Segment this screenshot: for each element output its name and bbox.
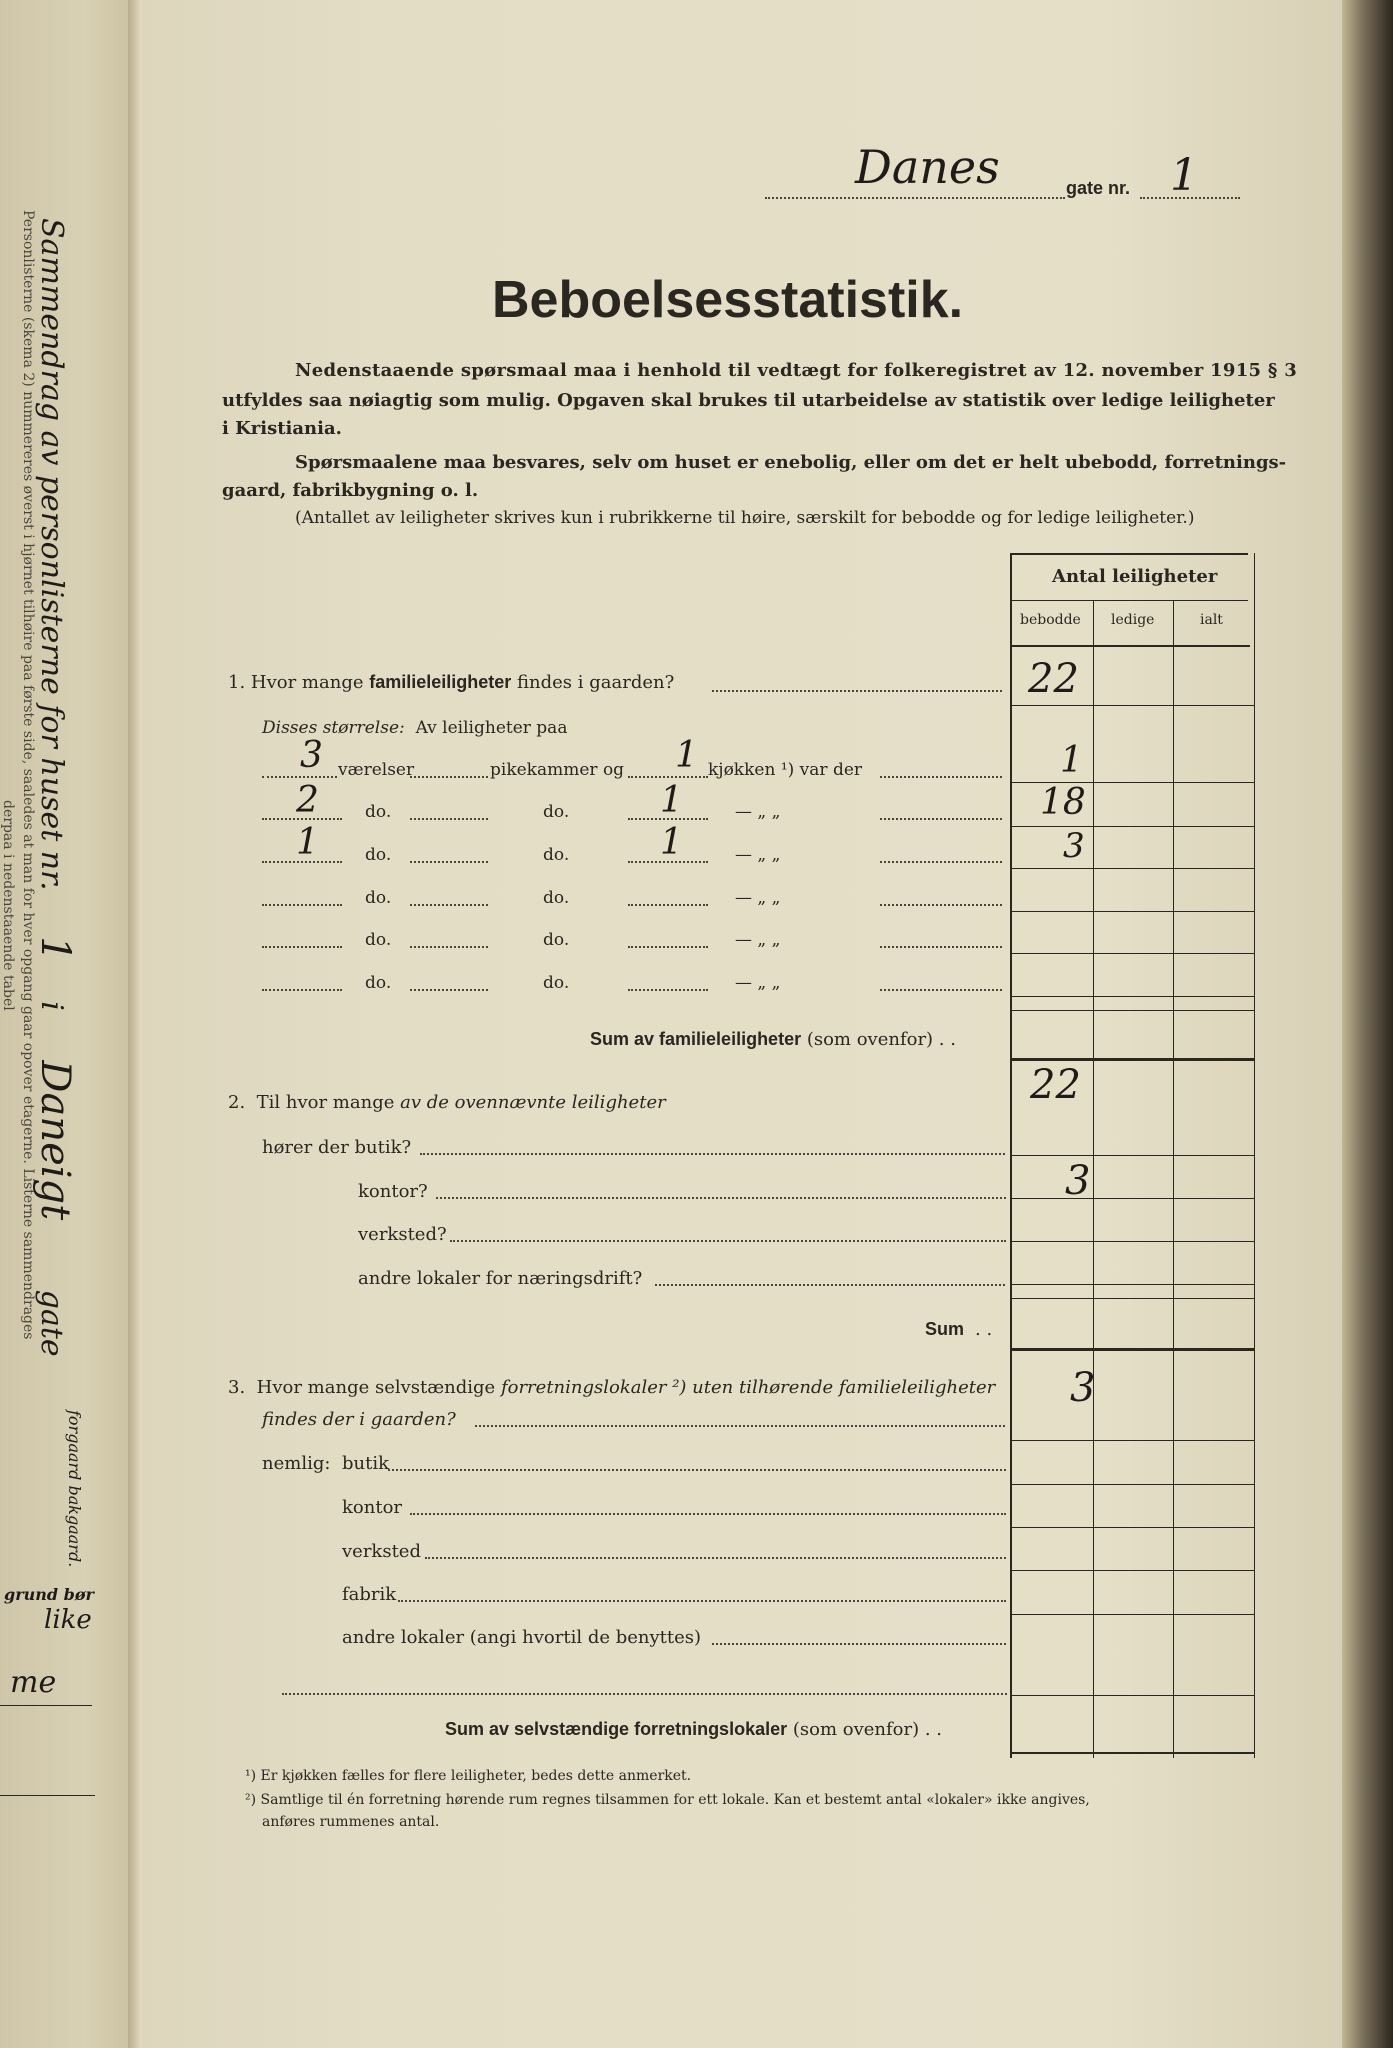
- row-rule: [1012, 1614, 1254, 1615]
- footnote-2-cont: anføres rummenes antal.: [262, 1814, 440, 1830]
- house-nr-hand: 1: [32, 936, 78, 962]
- row1-rooms-line: [262, 776, 337, 778]
- row5-leader: [880, 946, 1002, 948]
- q1-answer: 22: [1028, 656, 1079, 702]
- row2-word1: do.: [365, 802, 392, 822]
- row4-word3: — „ „: [735, 888, 781, 908]
- q3-separator: [282, 1693, 1007, 1695]
- street-hand: Daneigt: [32, 1060, 78, 1221]
- street-name-hand: Danes: [855, 140, 1000, 194]
- q3-verksted: verksted: [342, 1541, 421, 1562]
- row6-leader: [880, 989, 1002, 991]
- row-rule: [1012, 826, 1254, 827]
- row6-word3: — „ „: [735, 973, 781, 993]
- row5-word1: do.: [365, 930, 392, 950]
- like-hand: like: [44, 1605, 92, 1635]
- footnote-2: ²) Samtlige til én forretning hørende rum regnes tilsammen for ett lokale. Kan et bestemt antal «lokaler» ikke angives,: [245, 1792, 1090, 1808]
- row3-count: 3: [1063, 826, 1085, 866]
- q2-butik-value: 22: [1030, 1062, 1081, 1108]
- q3-leader: [475, 1425, 1005, 1427]
- sum2-rule: [1012, 1348, 1254, 1351]
- intro-line-2: utfyldes saa nøiagtig som mulig. Opgaven skal brukes til utarbeidelse av statistik over ledige leiligheter: [222, 390, 1275, 411]
- row-rule: [1012, 705, 1254, 706]
- q3-butik-leader: [388, 1469, 1006, 1471]
- q2-verksted: verksted?: [358, 1224, 447, 1245]
- row4-word2: do.: [543, 888, 570, 908]
- q3-butik: butik: [342, 1453, 390, 1474]
- row3-word1: do.: [365, 845, 392, 865]
- row5-k-line: [628, 946, 708, 948]
- q2-butik: hører der butik?: [262, 1137, 412, 1158]
- row5-word2: do.: [543, 930, 570, 950]
- q2-sum: Sum: [925, 1319, 965, 1339]
- row1-word1: værelser: [338, 760, 415, 780]
- row-rule: [1012, 868, 1254, 869]
- q2-andre-leader: [655, 1284, 1005, 1286]
- row2-leader: [880, 818, 1002, 820]
- row2-rooms: 2: [296, 780, 319, 821]
- row-rule: [1012, 1484, 1254, 1485]
- row2-count: 18: [1040, 782, 1086, 823]
- row-rule: [1012, 911, 1254, 912]
- row-rule: [1012, 1298, 1254, 1299]
- row2-rooms-line: [262, 818, 342, 820]
- row3-kitchen: 1: [660, 822, 683, 863]
- me-hand: me: [10, 1665, 57, 1700]
- row-rule: [1012, 1241, 1254, 1242]
- row-rule: [1012, 1527, 1254, 1528]
- table-top-rule: [1010, 553, 1248, 555]
- col-line-4: [1254, 553, 1255, 1758]
- q2-kontor-leader: [436, 1197, 1006, 1199]
- street-line: [765, 197, 1065, 199]
- row5-word3: — „ „: [735, 930, 781, 950]
- col-line-3: [1173, 601, 1174, 1758]
- q3-andre: andre lokaler (angi hvortil de benyttes): [342, 1627, 702, 1648]
- q1-sum: Sum av familieleiligheter (som ovenfor) . .: [590, 1029, 956, 1050]
- side-instructions-2: derpaa i nedenstaaende tabel: [0, 800, 16, 1011]
- q2-andre: andre lokaler for næringsdrift?: [358, 1268, 643, 1289]
- row1-mid-line: [410, 776, 488, 778]
- flap-edge: [128, 0, 142, 2048]
- row-rule: [1012, 1570, 1254, 1571]
- q3-kontor: kontor: [342, 1497, 403, 1518]
- row1-rooms: 3: [300, 735, 323, 776]
- row1-k-line: [628, 776, 708, 778]
- col-line-2: [1093, 601, 1094, 1758]
- summary-title: Sammendrag av personlisterne for huset nr. 1 i Daneigt gate: [32, 218, 78, 1357]
- row1-word3: kjøkken ¹) var der: [708, 760, 863, 780]
- side-rule: [0, 1705, 92, 1706]
- col-ledige: ledige: [1111, 612, 1155, 628]
- row4-leader: [880, 904, 1002, 906]
- row2-kitchen: 1: [660, 780, 683, 821]
- col-ialt: ialt: [1200, 612, 1223, 628]
- q3-fabrik-leader: [398, 1600, 1006, 1602]
- row-rule: [1012, 1198, 1254, 1199]
- q1-sub-label: Disses størrelse: Av leiligheter paa: [262, 718, 568, 738]
- row3-word2: do.: [543, 845, 570, 865]
- q2-kontor-value: 3: [1065, 1158, 1091, 1204]
- grund-bor: grund bør: [4, 1585, 94, 1604]
- row6-mid-line: [410, 989, 488, 991]
- row-rule: [1012, 1440, 1254, 1441]
- row3-mid-line: [410, 861, 488, 863]
- q3-text-2: findes der i gaarden?: [262, 1409, 456, 1430]
- row2-k-line: [628, 818, 708, 820]
- row1-leader: [880, 776, 1002, 778]
- left-flap: [0, 0, 140, 2048]
- row3-rooms-line: [262, 861, 342, 863]
- row-rule: [1012, 1284, 1254, 1285]
- row-rule: [1012, 953, 1254, 954]
- sum1-rule: [1012, 1058, 1254, 1061]
- q2-verksted-leader: [450, 1240, 1006, 1242]
- q2-text: 2. Til hvor mange av de ovennævnte leiligheter: [228, 1092, 666, 1113]
- footnote-1: ¹) Er kjøkken fælles for flere leiligheter, bedes dette anmerket.: [245, 1768, 692, 1784]
- row4-mid-line: [410, 904, 488, 906]
- table-head-title: Antal leiligheter: [1052, 566, 1218, 587]
- intro-line-3: i Kristiania.: [222, 418, 342, 439]
- table-head-rule: [1012, 600, 1248, 601]
- row-rule: [1012, 1695, 1254, 1696]
- q3-text: 3. Hvor mange selvstændige forretningslokaler ²) uten tilhørende familieleiligheter: [228, 1377, 996, 1398]
- intro-line-4: Spørsmaalene maa besvares, selv om huset er enebolig, eller om det er helt ubebodd, forretnings-: [295, 452, 1287, 473]
- q3-verksted-leader: [425, 1557, 1006, 1559]
- gate-nr-hand: 1: [1170, 150, 1198, 201]
- row2-mid-line: [410, 818, 488, 820]
- side-instructions: Personlisterne (skema 2) nummereres øverst i hjørnet tilhøire paa første side, saaledes at man for hver opgang gaar opover etagerne. Listerne sammendrages: [20, 210, 36, 1340]
- nr-line: [1140, 197, 1240, 199]
- q2-sum-dots: . .: [975, 1319, 993, 1340]
- q3-andre-leader: [712, 1643, 1006, 1645]
- row5-rooms-line: [262, 946, 342, 948]
- row1-count: 1: [1060, 740, 1083, 781]
- col-bebodde: bebodde: [1020, 612, 1081, 628]
- forgaard-bakgaard: forgaard bakgaard.: [65, 1410, 84, 1568]
- intro-line-5: gaard, fabrikbygning o. l.: [222, 480, 479, 501]
- row3-k-line: [628, 861, 708, 863]
- row6-rooms-line: [262, 989, 342, 991]
- row-rule: [1012, 996, 1254, 997]
- q3-kontor-leader: [410, 1513, 1006, 1515]
- row6-word2: do.: [543, 973, 570, 993]
- intro-line-1: Nedenstaaende spørsmaal maa i henhold til vedtægt for folkeregistret av 12. november 1915 § 3: [295, 360, 1298, 381]
- page-right-edge: [1342, 0, 1393, 2048]
- row-rule: [1012, 1155, 1254, 1156]
- page-title: Beboelsesstatistik.: [492, 271, 964, 329]
- table-bottom-rule: [1012, 1752, 1254, 1754]
- q3-sum: Sum av selvstændige forretningslokaler (som ovenfor) . .: [445, 1719, 942, 1740]
- row3-word3: — „ „: [735, 845, 781, 865]
- intro-line-6: (Antallet av leiligheter skrives kun i rubrikkerne til høire, særskilt for bebodde og for ledige leiligheter.): [295, 508, 1195, 528]
- table-head-bottom: [1012, 645, 1250, 647]
- q1-leader: [712, 690, 1002, 692]
- row3-rooms: 1: [296, 822, 319, 863]
- row5-mid-line: [410, 946, 488, 948]
- q1-text: 1. Hvor mange familieleiligheter findes i gaarden?: [228, 672, 675, 693]
- gate-nr-label: gate nr.: [1066, 178, 1131, 198]
- q3-answer: 3: [1070, 1365, 1096, 1411]
- row2-word3: — „ „: [735, 802, 781, 822]
- q2-kontor: kontor?: [358, 1181, 428, 1202]
- row2-word2: do.: [543, 802, 570, 822]
- q2-butik-leader: [420, 1153, 1005, 1155]
- side-rule-2: [0, 1795, 95, 1796]
- q3-fabrik: fabrik: [342, 1584, 397, 1605]
- row-rule: [1012, 1010, 1254, 1011]
- row1-word2: pikekammer og: [490, 760, 625, 780]
- row3-leader: [880, 861, 1002, 863]
- row4-k-line: [628, 904, 708, 906]
- row6-k-line: [628, 989, 708, 991]
- row1-kitchen: 1: [675, 735, 698, 776]
- row4-word1: do.: [365, 888, 392, 908]
- row4-rooms-line: [262, 904, 342, 906]
- q3-nemlig: nemlig:: [262, 1453, 331, 1474]
- row6-word1: do.: [365, 973, 392, 993]
